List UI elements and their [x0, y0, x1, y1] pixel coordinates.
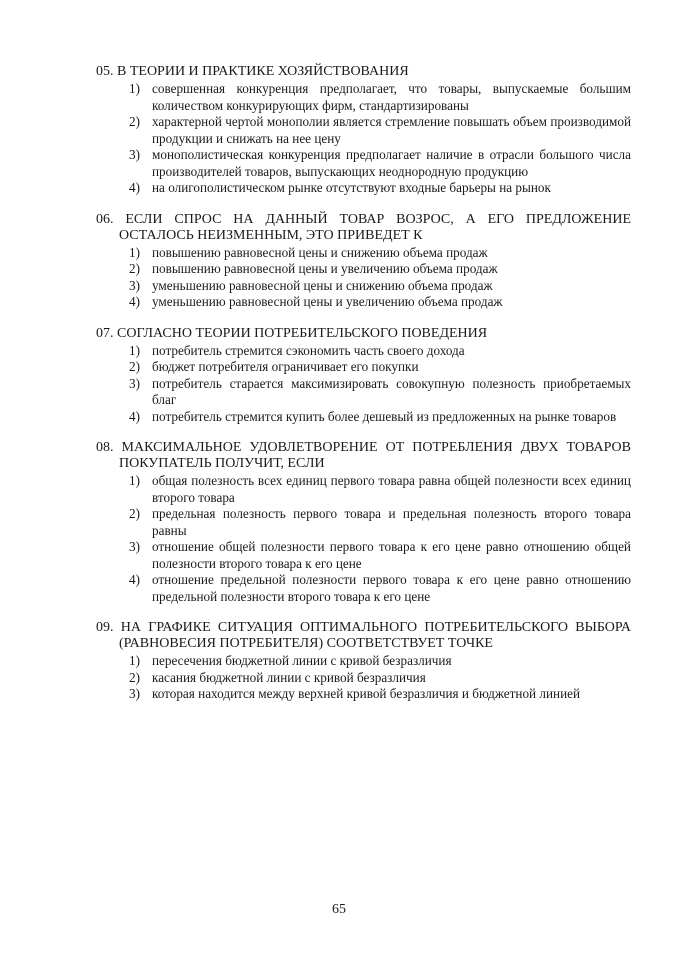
option-text: на олигополистическом рынке отсутствуют входные барьеры на рынок [152, 180, 551, 195]
option-text: монополистическая конкуренция предполагает наличие в отрасли большого числа производителей товаров, выпускающих неоднородную продукцию [152, 147, 631, 179]
option-text: бюджет потребителя ограничивает его покупки [152, 359, 419, 374]
answer-option [96, 81, 631, 114]
answer-option [96, 294, 631, 311]
answer-option [96, 653, 631, 670]
answer-options [96, 81, 631, 197]
option-number: 4) [129, 294, 140, 309]
option-text: уменьшению равновесной цены и увеличению объема продаж [152, 294, 503, 309]
page-content [96, 64, 631, 718]
answer-option [96, 261, 631, 278]
option-text: касания бюджетной линии с кривой безразличия [152, 669, 426, 685]
option-text: предельная полезность первого товара и предельная полезность второго товара равны [152, 506, 631, 538]
option-text: пересечения бюджетной линии с кривой безразличия [152, 653, 452, 668]
answer-option [96, 572, 631, 605]
answer-option [96, 686, 631, 703]
option-number: 1) [129, 473, 140, 488]
option-number: 1) [129, 653, 140, 668]
option-text: которая находится между верхней кривой безразличия и бюджетной линией [152, 686, 581, 701]
option-text: уменьшению равновесной цены и снижению объема продаж [152, 277, 493, 293]
question-title: 07. СОГЛАСНО ТЕОРИИ ПОТРЕБИТЕЛЬСКОГО ПОВЕДЕНИЯ [96, 325, 488, 341]
answer-option [96, 147, 631, 180]
answer-options [96, 343, 631, 426]
answer-option [96, 506, 631, 539]
question-06 [96, 212, 631, 311]
question-09 [96, 620, 631, 703]
option-number: 1) [129, 81, 140, 96]
answer-option [96, 473, 631, 506]
option-number: 3) [129, 539, 140, 554]
page-number: 65 [332, 902, 346, 917]
option-text: совершенная конкуренция предполагает, что товары, выпускаемые большим количеством конкурирующих фирм, стандартизированы [152, 81, 631, 113]
question-title: 09. НА ГРАФИКЕ СИТУАЦИЯ ОПТИМАЛЬНОГО ПОТРЕБИТЕЛЬСКОГО ВЫБОРА (РАВНОВЕСИЯ ПОТРЕБИТЕЛЯ) СООТВЕТСТВУЕТ ТОЧКЕ [96, 620, 631, 651]
option-number: 1) [129, 342, 140, 358]
answer-option [96, 670, 631, 687]
option-text: повышению равновесной цены и увеличению объема продаж [152, 261, 498, 276]
option-text: потребитель стремится купить более дешевый из предложенных на рынке товаров [152, 408, 617, 424]
option-number: 4) [129, 408, 140, 424]
question-08 [96, 440, 631, 605]
option-number: 2) [129, 506, 140, 521]
answer-option [96, 409, 631, 426]
answer-option [96, 376, 631, 409]
option-text: отношение предельной полезности первого товара к его цене равно отношению предельной полезности второго товара к его цене [152, 572, 631, 604]
option-number: 2) [129, 669, 140, 685]
option-text: отношение общей полезности первого товара к его цене равно отношению общей полезности второго товара к его цене [152, 539, 631, 571]
option-number: 2) [129, 261, 140, 276]
answer-option [96, 278, 631, 295]
answer-option [96, 343, 631, 360]
option-number: 1) [129, 244, 140, 260]
answer-option [96, 245, 631, 262]
option-number: 3) [129, 277, 140, 293]
option-number: 4) [129, 572, 140, 587]
answer-option [96, 539, 631, 572]
question-07 [96, 326, 631, 426]
option-text: повышению равновесной цены и снижению объема продаж [152, 244, 488, 260]
question-title: 06. ЕСЛИ СПРОС НА ДАННЫЙ ТОВАР ВОЗРОС, А ЕГО ПРЕДЛОЖЕНИЕ ОСТАЛОСЬ НЕИЗМЕННЫМ, ЭТО ПРИВЕДЕТ К [96, 211, 631, 243]
option-number: 2) [129, 359, 140, 374]
answer-option [96, 359, 631, 376]
option-number: 3) [129, 375, 140, 391]
question-title: 05. В ТЕОРИИ И ПРАКТИКЕ ХОЗЯЙСТВОВАНИЯ [96, 64, 409, 79]
option-number: 3) [129, 147, 140, 162]
answer-options [96, 653, 631, 703]
question-title: 08. МАКСИМАЛЬНОЕ УДОВЛЕТВОРЕНИЕ ОТ ПОТРЕБЛЕНИЯ ДВУХ ТОВАРОВ ПОКУПАТЕЛЬ ПОЛУЧИТ, ЕСЛИ [96, 440, 631, 471]
answer-options [96, 245, 631, 311]
answer-options [96, 473, 631, 605]
option-text: общая полезность всех единиц первого товара равна общей полезности всех единиц второго товара [152, 473, 631, 505]
answer-option [96, 180, 631, 197]
option-text: характерной чертой монополии является стремление повышать объем производимой продукции и снижать на нее цену [152, 114, 631, 146]
option-number: 4) [129, 180, 140, 195]
answer-option [96, 114, 631, 147]
option-number: 3) [129, 686, 140, 701]
option-number: 2) [129, 114, 140, 129]
option-text: потребитель стремится сэкономить часть своего дохода [152, 342, 465, 358]
option-text: потребитель старается максимизировать совокупную полезность приобретаемых благ [152, 375, 631, 407]
question-05 [96, 64, 631, 197]
